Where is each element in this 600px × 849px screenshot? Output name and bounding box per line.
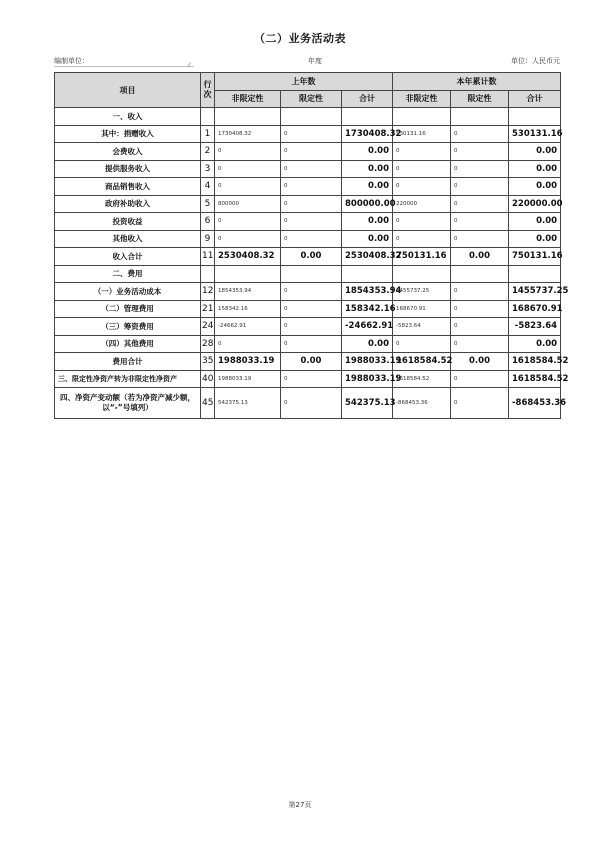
cy-unrestricted: 1455737.25	[393, 283, 451, 301]
cy-restricted: 0	[451, 388, 509, 419]
row-line: 4	[201, 178, 215, 196]
cy-total: 168670.91	[509, 300, 561, 318]
cy-unrestricted: 168670.91	[393, 300, 451, 318]
py-restricted: 0.00	[281, 353, 342, 371]
cy-restricted: 0.00	[451, 353, 509, 371]
cy-total: 530131.16	[509, 125, 561, 143]
py-restricted: 0	[281, 195, 342, 213]
py-unrestricted: 2530408.32	[215, 248, 281, 266]
cy-unrestricted: -868453.36	[393, 388, 451, 419]
cy-restricted: 0	[451, 160, 509, 178]
py-total: 1730408.32	[342, 125, 393, 143]
header-line: 行次	[201, 73, 215, 108]
table-row	[55, 213, 561, 231]
row-line: 28	[201, 335, 215, 353]
py-total: 1988033.19	[342, 353, 393, 371]
row-label: 政府补助收入	[55, 195, 201, 213]
cy-unrestricted: -5823.64	[393, 318, 451, 336]
py-unrestricted: 0	[215, 213, 281, 231]
py-restricted: 0	[281, 143, 342, 161]
cy-unrestricted: 0	[393, 178, 451, 196]
row-label: （一）业务活动成本	[55, 283, 201, 301]
py-restricted: 0.00	[281, 248, 342, 266]
cy-total: -868453.36	[509, 388, 561, 419]
table-row	[55, 318, 561, 336]
row-label: 提供服务收入	[55, 160, 201, 178]
py-restricted: 0	[281, 230, 342, 248]
row-label: （二）管理费用	[55, 300, 201, 318]
table-row	[55, 195, 561, 213]
py-unrestricted: 542375.13	[215, 388, 281, 419]
py-restricted: 0	[281, 300, 342, 318]
cy-restricted: 0	[451, 213, 509, 231]
table-row	[55, 335, 561, 353]
table-row	[55, 353, 561, 371]
cy-total: 0.00	[509, 213, 561, 231]
cy-restricted: 0.00	[451, 248, 509, 266]
cy-total: 0.00	[509, 143, 561, 161]
cy-restricted: 0	[451, 230, 509, 248]
table-row	[55, 300, 561, 318]
cy-restricted: 0	[451, 370, 509, 388]
cy-unrestricted: 750131.16	[393, 248, 451, 266]
table-row	[55, 370, 561, 388]
row-line: 24	[201, 318, 215, 336]
row-label: 四、净资产变动额（若为净资产减少额，以“-”号填列）	[55, 388, 201, 419]
org-label: 编制单位：	[54, 57, 89, 65]
cy-total: 1618584.52	[509, 370, 561, 388]
py-unrestricted: 0	[215, 178, 281, 196]
py-total: -24662.91	[342, 318, 393, 336]
header-py-unrestricted: 非限定性	[215, 90, 281, 108]
cy-unrestricted: 0	[393, 230, 451, 248]
py-unrestricted: 1988033.19	[215, 353, 281, 371]
py-total: 158342.16	[342, 300, 393, 318]
row-label: 投资收益	[55, 213, 201, 231]
cy-restricted: 0	[451, 125, 509, 143]
cy-restricted: 0	[451, 143, 509, 161]
page-number: 第27页	[288, 801, 312, 809]
cy-unrestricted: 0	[393, 160, 451, 178]
cy-unrestricted: 1618584.52	[393, 353, 451, 371]
cy-total: 0.00	[509, 160, 561, 178]
header-py-restricted: 限定性	[281, 90, 342, 108]
py-restricted: 0	[281, 370, 342, 388]
py-total: 0.00	[342, 143, 393, 161]
py-total: 0.00	[342, 230, 393, 248]
py-total: 2530408.32	[342, 248, 393, 266]
row-line: 5	[201, 195, 215, 213]
header-cy-restricted: 限定性	[451, 90, 509, 108]
row-line: 40	[201, 370, 215, 388]
py-total: 0.00	[342, 160, 393, 178]
row-label: （四）其他费用	[55, 335, 201, 353]
cy-restricted: 0	[451, 300, 509, 318]
header-cy-unrestricted: 非限定性	[393, 90, 451, 108]
cy-total: 0.00	[509, 230, 561, 248]
row-line: 12	[201, 283, 215, 301]
row-line: 35	[201, 353, 215, 371]
cy-restricted: 0	[451, 283, 509, 301]
resize-corner-icon: ⁄⁄	[188, 62, 191, 69]
py-total: 542375.13	[342, 388, 393, 419]
cy-total: 0.00	[509, 178, 561, 196]
row-line: 1	[201, 125, 215, 143]
row-label: 商品销售收入	[55, 178, 201, 196]
cy-restricted: 0	[451, 195, 509, 213]
py-unrestricted: 0	[215, 143, 281, 161]
cy-total: -5823.64	[509, 318, 561, 336]
org-field-underline	[54, 66, 194, 67]
py-restricted: 0	[281, 213, 342, 231]
cy-restricted: 0	[451, 318, 509, 336]
py-restricted: 0	[281, 160, 342, 178]
cy-unrestricted: 220000	[393, 195, 451, 213]
row-label: 其中：捐赠收入	[55, 125, 201, 143]
py-unrestricted: 158342.16	[215, 300, 281, 318]
py-unrestricted: 1854353.94	[215, 283, 281, 301]
row-line: 9	[201, 230, 215, 248]
table-row	[55, 125, 561, 143]
table-row	[55, 388, 561, 419]
table-row	[55, 178, 561, 196]
cy-restricted: 0	[451, 178, 509, 196]
header-current-year: 本年累计数	[393, 73, 561, 91]
header-cy-total: 合计	[509, 90, 561, 108]
table-row	[55, 230, 561, 248]
row-label: （三）筹资费用	[55, 318, 201, 336]
py-restricted: 0	[281, 318, 342, 336]
cy-unrestricted: 0	[393, 143, 451, 161]
table-row	[55, 265, 561, 283]
table-row	[55, 108, 561, 126]
row-label: 其他收入	[55, 230, 201, 248]
py-total: 1988033.19	[342, 370, 393, 388]
table-row	[55, 248, 561, 266]
cy-total: 0.00	[509, 335, 561, 353]
py-total: 0.00	[342, 213, 393, 231]
row-label: 费用合计	[55, 353, 201, 371]
cy-total: 750131.16	[509, 248, 561, 266]
py-total: 0.00	[342, 335, 393, 353]
row-line: 45	[201, 388, 215, 419]
header-py-total: 合计	[342, 90, 393, 108]
year-label: 年度	[308, 57, 322, 65]
row-line: 2	[201, 143, 215, 161]
py-restricted: 0	[281, 178, 342, 196]
row-line: 6	[201, 213, 215, 231]
cy-unrestricted: 530131.16	[393, 125, 451, 143]
row-label: 一、收入	[55, 108, 201, 126]
activity-table	[54, 72, 569, 419]
cy-total: 220000.00	[509, 195, 561, 213]
row-line: 11	[201, 248, 215, 266]
py-restricted: 0	[281, 335, 342, 353]
header-item: 项目	[55, 73, 201, 108]
unit-label: 单位：人民币元	[511, 57, 560, 65]
row-label: 收入合计	[55, 248, 201, 266]
table-row	[55, 143, 561, 161]
table-row	[55, 283, 561, 301]
table-row	[55, 160, 561, 178]
row-line: 3	[201, 160, 215, 178]
py-restricted: 0	[281, 125, 342, 143]
cy-unrestricted: 0	[393, 335, 451, 353]
cy-total: 1618584.52	[509, 353, 561, 371]
header-prior-year: 上年数	[215, 73, 393, 91]
py-unrestricted: 1730408.32	[215, 125, 281, 143]
row-line: 21	[201, 300, 215, 318]
py-unrestricted: 0	[215, 160, 281, 178]
py-total: 800000.00	[342, 195, 393, 213]
row-label: 二、费用	[55, 265, 201, 283]
py-restricted: 0	[281, 388, 342, 419]
page-title: （二）业务活动表	[254, 32, 346, 45]
row-label: 三、限定性净资产转为非限定性净资产	[55, 370, 201, 388]
row-label: 会费收入	[55, 143, 201, 161]
py-restricted: 0	[281, 283, 342, 301]
cy-restricted: 0	[451, 335, 509, 353]
py-total: 0.00	[342, 178, 393, 196]
py-unrestricted: -24662.91	[215, 318, 281, 336]
py-unrestricted: 800000	[215, 195, 281, 213]
cy-unrestricted: 0	[393, 213, 451, 231]
py-unrestricted: 1988033.19	[215, 370, 281, 388]
cy-unrestricted: 1618584.52	[393, 370, 451, 388]
cy-total: 1455737.25	[509, 283, 561, 301]
py-total: 1854353.94	[342, 283, 393, 301]
py-unrestricted: 0	[215, 230, 281, 248]
py-unrestricted: 0	[215, 335, 281, 353]
